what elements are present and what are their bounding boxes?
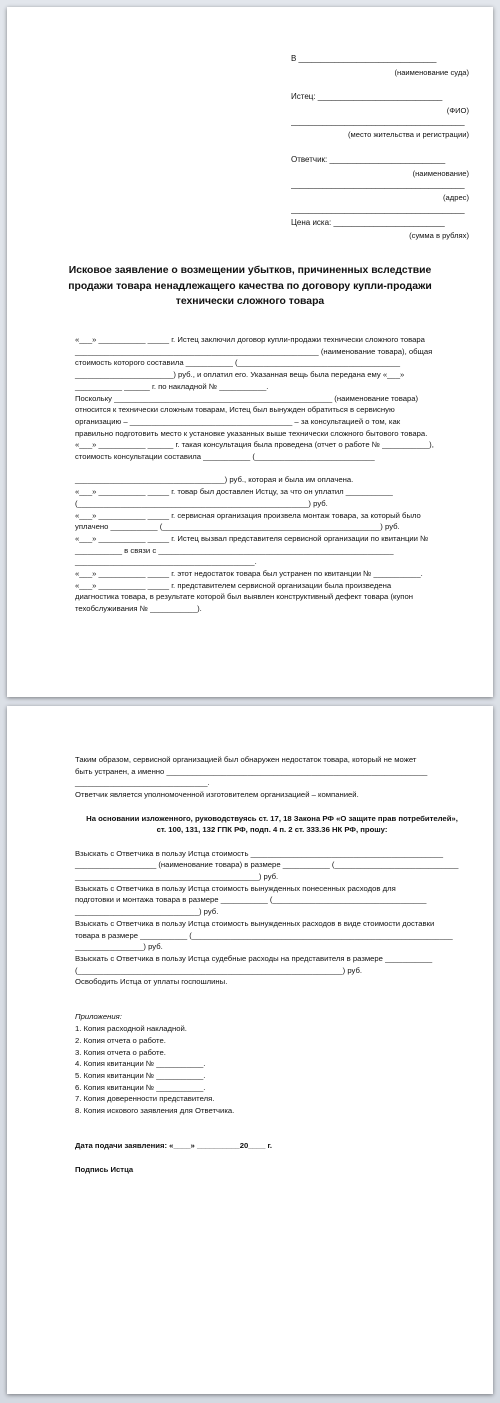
title-line-2: продажи товара ненадлежащего качества по договору купли-продажи <box>68 280 432 292</box>
address-caption: (адрес) <box>443 193 469 202</box>
body-line: (______________________________________________________) руб. <box>75 498 328 508</box>
body-line: организацию – ______________________________________ – за консультацией о том, как <box>75 416 401 426</box>
document-title <box>67 263 433 310</box>
title-line-3: технически сложного товара <box>175 296 325 307</box>
filing-date-line: Дата подачи заявления: «____» __________20____ г. <box>75 1141 273 1151</box>
residence-caption: (место жительства и регистрации) <box>347 130 469 139</box>
attachment-item: 2. Копия отчета о работе. <box>75 1035 166 1045</box>
body-line: «___» ___________ _____ г. этот недостаток товара был устранен по квитанции № ___________. <box>75 569 423 579</box>
body-line: Поскольку ___________________________________________________ (наименование товара) <box>75 393 419 403</box>
spacer <box>75 1152 469 1164</box>
intro-line: _______________________________. <box>75 778 210 788</box>
body-line: ___________ в связи с _______________________________________________________ <box>75 545 394 555</box>
body-line: техобслуживания № ___________). <box>75 604 202 614</box>
body-line: стоимость которого составила ___________ (______________________________________ <box>75 358 401 368</box>
body-line: __________________________________________. <box>75 557 257 567</box>
title-line-1: Исковое заявление о возмещении убытков, причиненных вследствие <box>68 265 432 276</box>
request-line: _____________________________) руб. <box>75 907 219 917</box>
document-page-2 <box>7 706 493 1394</box>
body-line: «___» ___________ _____ г. Истец вызвал представителя сервисной организации по квитанции № <box>75 533 429 543</box>
spacer <box>75 988 469 1000</box>
attachments-title: Приложения: <box>75 1012 122 1022</box>
conclusion-section <box>75 754 469 1175</box>
request-line: Взыскать с Ответчика в пользу Истца стоимость вынужденных понесенных расходов для <box>75 883 396 893</box>
sum-caption: (сумма в рублях) <box>409 231 469 240</box>
document-page-1 <box>7 7 493 697</box>
request-line: подготовки и монтажа товара в размере ___________ (____________________________________ <box>75 895 427 905</box>
defendant-line: Ответчик: __________________________ <box>291 155 446 164</box>
body-line: правильно подготовить место к установке указанных выше технически сложного бытового товара. <box>75 428 428 438</box>
body-line: «___» ___________ _____ г. сервисная организация произвела монтаж товара, за который было <box>75 510 421 520</box>
intro-line: Таким образом, сервисной организацией был обнаружен недостаток товара, который не может <box>75 755 417 764</box>
body-line: ___________ ______ г. по накладной № ___________. <box>75 381 269 391</box>
plaintiff-line: Истец: ____________________________ <box>291 92 443 101</box>
basis-line-1: На основании изложенного, руководствуясь ст. 17, 18 Закона РФ «О защите прав потребителей», <box>86 813 458 823</box>
spacer <box>75 1000 469 1012</box>
attachment-item: 4. Копия квитанции № ___________. <box>75 1059 206 1069</box>
request-line: (______________________________________________________________) руб. <box>75 965 362 975</box>
request-line: Взыскать с Ответчика в пользу Истца судебные расходы на представителя в размере ___________ <box>75 953 433 963</box>
fio-caption: (ФИО) <box>446 106 469 115</box>
defendant-address-line: _______________________________________ <box>291 180 465 189</box>
claim-price-line: Цена иска: _________________________ <box>291 218 445 227</box>
request-line: Взыскать с Ответчика в пользу Истца стоимость _____________________________________________ <box>75 848 443 858</box>
spacer <box>75 836 469 848</box>
request-line: товара в размере ___________ (_____________________________________________________________ <box>75 930 453 940</box>
request-line: Взыскать с Ответчика в пользу Истца стоимость вынужденных расходов в виде стоимости доставки <box>75 918 435 928</box>
spacer <box>75 1117 469 1129</box>
attachment-item: 5. Копия квитанции № ___________. <box>75 1070 206 1080</box>
attachment-item: 7. Копия доверенности представителя. <box>75 1094 215 1104</box>
body-line: относится к технически сложным товарам, Истец был вынужден обратиться в сервисную <box>75 405 395 415</box>
request-line: ________________) руб. <box>75 942 163 952</box>
spacer <box>75 801 469 813</box>
body-line: диагностика товара, в результате которой был выявлен конструктивный дефект товара (купон <box>75 592 413 602</box>
intro-line: Ответчик является уполномоченной изготовителем организацией – компанией. <box>75 790 359 800</box>
court-line: В _______________________________ <box>291 54 437 63</box>
defendant-name-caption: (наименование) <box>412 169 469 178</box>
body-line: _________________________________________________________ (наименование товара), общая <box>75 346 433 356</box>
blank-line: _______________________________________ <box>291 205 465 214</box>
body-line: _______________________) руб., и оплатил его. Указанная вещь была передана ему «___» <box>75 370 405 380</box>
body-line: «___» ___________ ______ г. такая консультация была проведена (отчет о работе № ___________), <box>75 440 434 450</box>
body-line: стоимость консультации составила ___________ (____________________________ <box>75 452 375 462</box>
request-line: ___________________________________________) руб. <box>75 872 279 881</box>
attachment-item: 6. Копия квитанции № ___________. <box>75 1082 206 1092</box>
body-line: «___» ___________ _____ г. товар был доставлен Истцу, за что он уплатил ___________ <box>75 487 393 497</box>
body-line: «___» ___________ _____ г. представителем сервисной организации была произведена <box>75 580 392 590</box>
basis-line-2: ст. 100, 131, 132 ГПК РФ, подп. 4 п. 2 ст. 333.36 НК РФ, прошу: <box>156 825 388 835</box>
plaintiff-address-line: _______________________________________ <box>291 117 465 126</box>
body-line: «___» ___________ _____ г. Истец заключил договор купли-продажи технически сложного товара <box>75 335 425 344</box>
request-line: Освободить Истца от уплаты госпошлины. <box>75 977 228 987</box>
intro-line: быть устранен, а именно _____________________________________________________________ <box>75 766 428 776</box>
claim-body <box>75 334 469 615</box>
body-line: уплачено ___________ (___________________________________________________) руб. <box>75 522 400 532</box>
request-line: ___________________ (наименование товара) в размере ___________ (_____________________________ <box>75 860 459 870</box>
body-spacer <box>75 463 469 475</box>
body-line: ___________________________________) руб., которая и была им оплачена. <box>75 475 354 485</box>
court-caption: (наименование суда) <box>394 68 469 77</box>
plaintiff-signature: Подпись Истца <box>75 1164 134 1174</box>
attachment-item: 1. Копия расходной накладной. <box>75 1024 187 1034</box>
spacer <box>75 1128 469 1140</box>
attachment-item: 8. Копия искового заявления для Ответчика. <box>75 1106 235 1116</box>
attachment-item: 3. Копия отчета о работе. <box>75 1047 166 1057</box>
